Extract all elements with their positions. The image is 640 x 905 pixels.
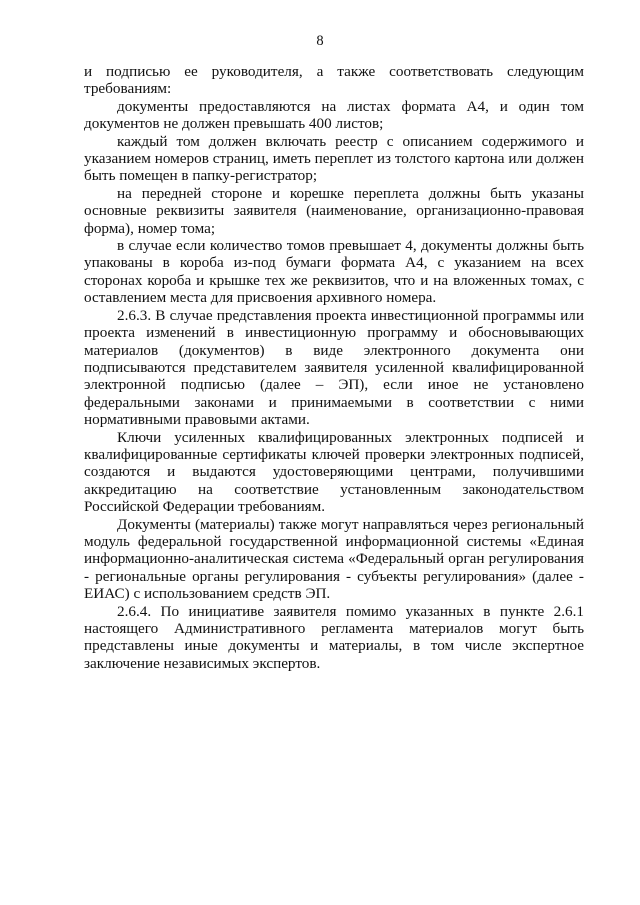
paragraph-cover-details: на передней стороне и корешке переплета должны быть указаны основные реквизиты заявителя (наименование, организационно-правовая форма), номер тома; [84, 184, 584, 237]
paragraph-signature-keys: Ключи усиленных квалифицированных электронных подписей и квалифицированные сертификаты ключей проверки электронных подписей, создаются и выдаются удостоверяющими центрами, получившими аккредитацию на соответствие установленным законодательством Российской Федерации требованиям. [84, 428, 584, 516]
paragraph-eias-module: Документы (материалы) также могут направляться через региональный модуль федеральной государственной информационной системы «Единая информационно-аналитическая система «Федеральный орган регулирования - региональные органы регулирования - субъекты регулирования» (далее - ЕИАС) с использованием средств ЭП. [84, 515, 584, 603]
page-number: 8 [316, 33, 324, 49]
paragraph-a4-sheets: документы предоставляются на листах формата А4, и один том документов не должен превышать 400 листов; [84, 97, 584, 133]
paragraph-boxes-packing: в случае если количество томов превышает 4, документы должны быть упакованы в короба из-под бумаги формата А4, с указанием на всех сторонах короба и крышке тех же реквизитов, что и на вложенных томах, с оставлением места для присвоения архивного номера. [84, 237, 584, 307]
paragraph-2-6-3: 2.6.3. В случае представления проекта инвестиционной программы или проекта изменений в инвестиционную программу и обосновывающих материалов (документов) в виде электронного документа они подписываются представителем заявителя усиленной квалифицированной электронной подписью (далее – ЭП), если иное не установлено федеральными законами и принимаемыми в соответствии с ними нормативными правовыми актами. [84, 306, 584, 429]
paragraph-registry-binding: каждый том должен включать реестр с описанием содержимого и указанием номеров страниц, иметь переплет из толстого картона или должен быть помещен в папку-регистратор; [84, 132, 584, 185]
document-body [84, 63, 584, 672]
paragraph-requirements-intro: и подписью ее руководителя, а также соответствовать следующим требованиям: [84, 63, 584, 98]
paragraph-2-6-4: 2.6.4. По инициативе заявителя помимо указанных в пункте 2.6.1 настоящего Административного регламента материалов могут быть представлены иные документы и материалы, в том числе экспертное заключение независимых экспертов. [84, 602, 584, 672]
